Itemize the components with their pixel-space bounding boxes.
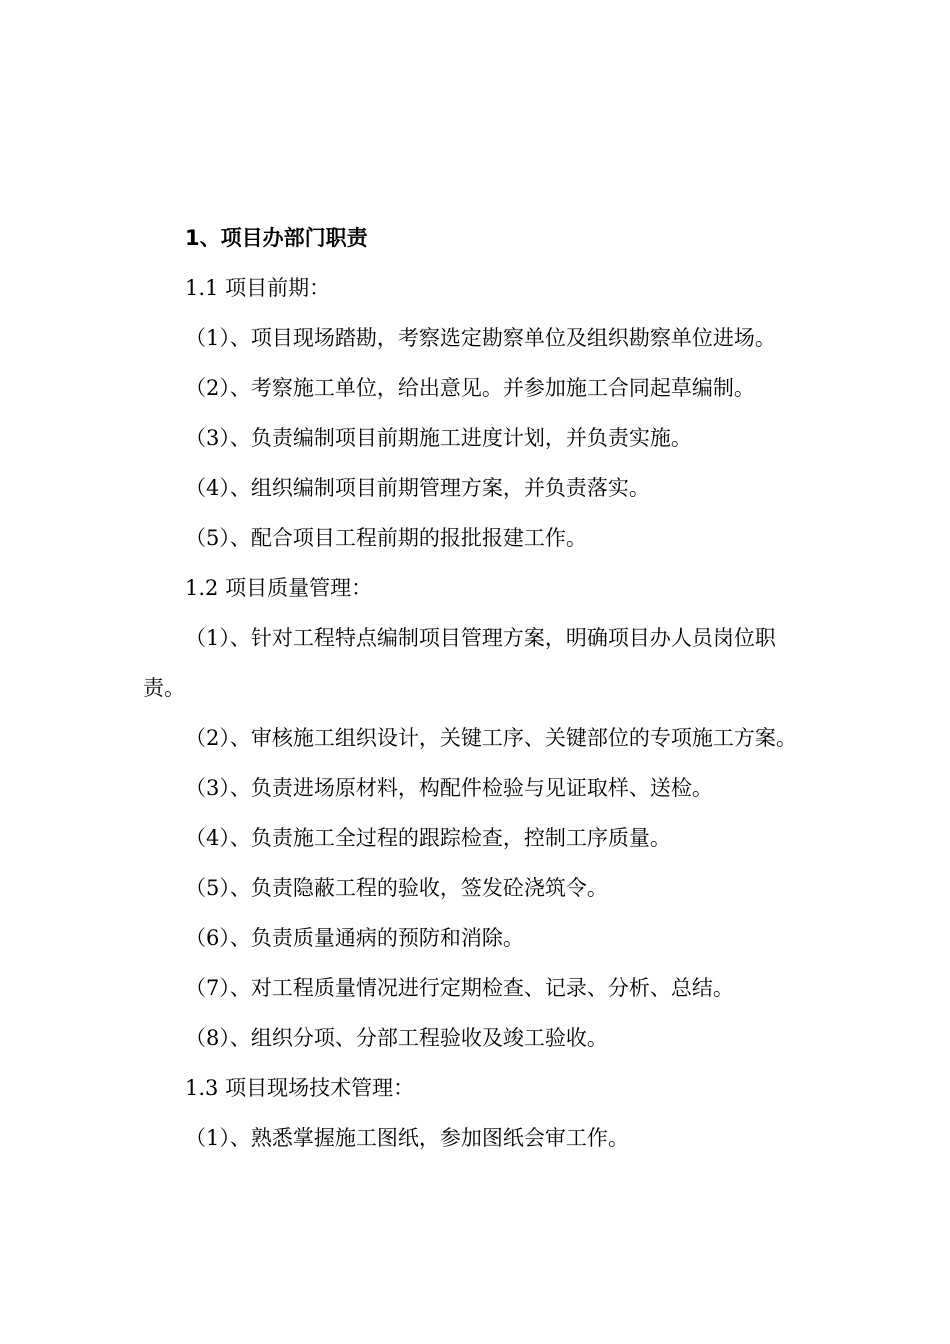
list-item: （8）、组织分项、分部工程验收及竣工验收。 xyxy=(185,1026,608,1050)
document-body xyxy=(143,213,815,1163)
list-item: （3）、负责进场原材料，构配件检验与见证取样、送检。 xyxy=(185,776,713,800)
list-item: （2）、审核施工组织设计，关键工序、关键部位的专项施工方案。 xyxy=(185,726,797,750)
subsection-title-1-2: 1.2 项目质量管理： xyxy=(185,576,373,600)
subsection-title-1-3: 1.3 项目现场技术管理： xyxy=(185,1076,415,1100)
subsection-title-1-1: 1.1 项目前期： xyxy=(185,276,331,300)
section-heading: 1、项目办部门职责 xyxy=(185,226,368,250)
list-item: （5）、配合项目工程前期的报批报建工作。 xyxy=(185,526,587,550)
list-item: （6）、负责质量通病的预防和消除。 xyxy=(185,926,524,950)
list-item: （4）、负责施工全过程的跟踪检查，控制工序质量。 xyxy=(185,826,671,850)
list-item: （3）、负责编制项目前期施工进度计划，并负责实施。 xyxy=(185,426,692,450)
list-item: （4）、组织编制项目前期管理方案，并负责落实。 xyxy=(185,476,650,500)
list-item: （2）、考察施工单位，给出意见。并参加施工合同起草编制。 xyxy=(185,376,755,400)
list-item: （7）、对工程质量情况进行定期检查、记录、分析、总结。 xyxy=(185,976,734,1000)
list-item: （1）、针对工程特点编制项目管理方案，明确项目办人员岗位职责。 xyxy=(143,626,776,700)
list-item: （1）、项目现场踏勘，考察选定勘察单位及组织勘察单位进场。 xyxy=(185,326,776,350)
list-item: （1）、熟悉掌握施工图纸，参加图纸会审工作。 xyxy=(185,1126,629,1150)
list-item: （5）、负责隐蔽工程的验收，签发砼浇筑令。 xyxy=(185,876,608,900)
